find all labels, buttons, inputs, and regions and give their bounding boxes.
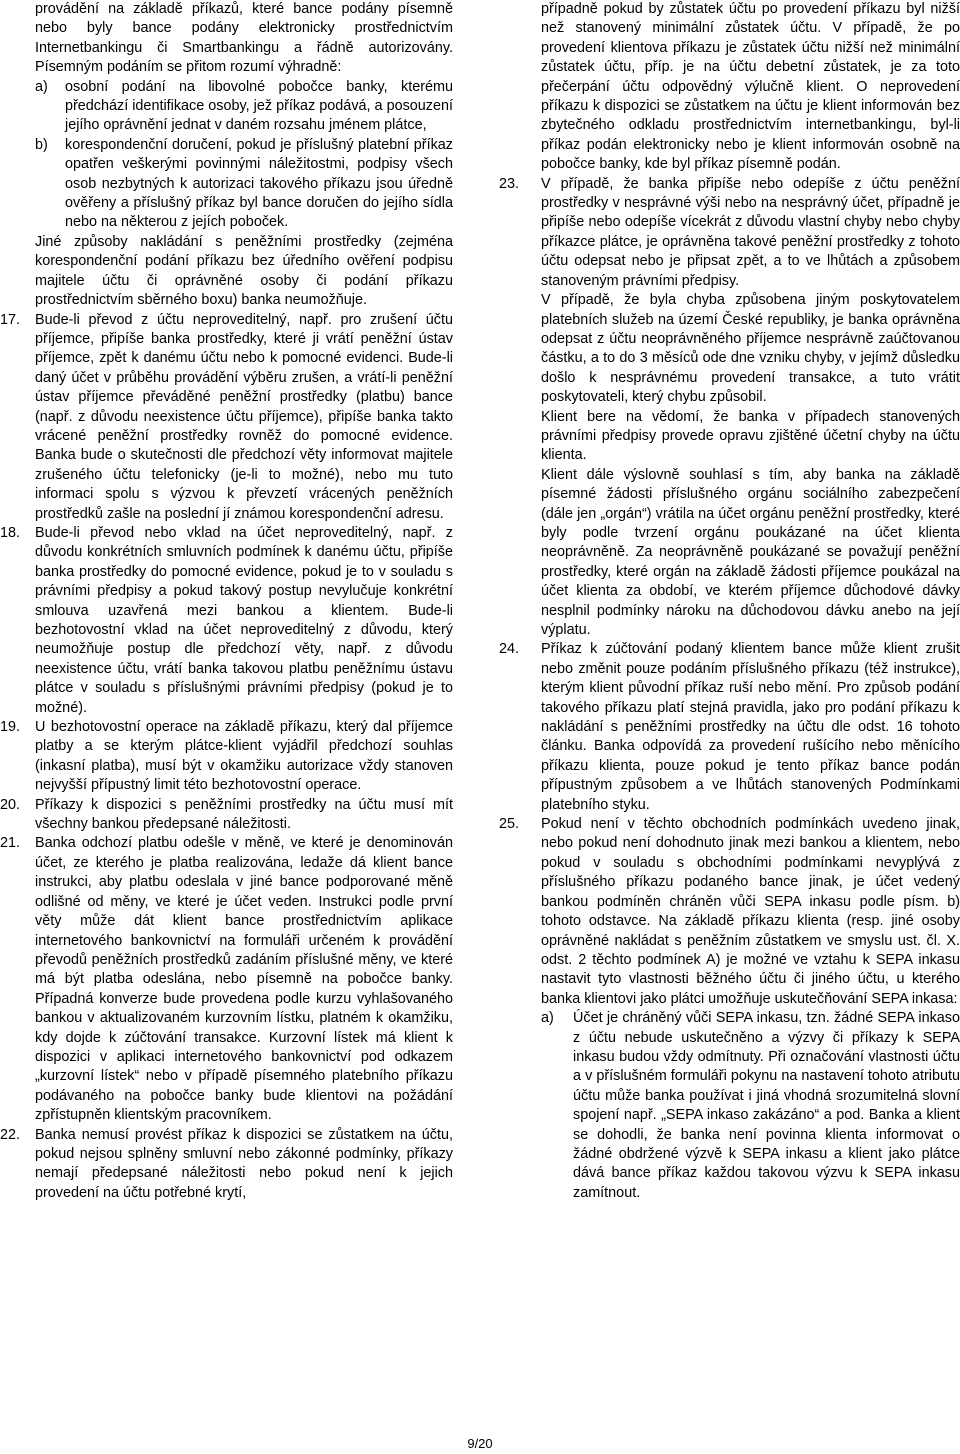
article-25-number: 25. <box>499 816 520 833</box>
article-25 <box>501 815 960 1009</box>
article-19-number: 19. <box>0 719 21 736</box>
article-21-number: 21. <box>0 835 21 852</box>
article-17-text: Bude-li převod z účtu neproveditelný, např. pro zrušení účtu příjemce, připíše banka prostředky, které ji vrátí peněžní ústav příjemce, zpět k danému účtu nebo k pomocné evidenci. Bude-li daný účet v průběhu provádění výběru zrušen, a vrátí-li peněžní ústav příjemce převáděné peněžní prostředky (platbu) bance (např. z důvodu neexistence účtu příjemce), připíše banka takto vrácené peněžní prostředky rovněž do pomocné evidence. Banka bude o skutečnosti dle předchozí věty informovat majitele zrušeného účtu telefonicky (je-li to možné), nebo mu tuto informaci spolu s výzvou k převzetí vrácených peněžních prostředků zašle na poslední jí známou korespondenční adresu. <box>35 311 453 522</box>
list-label-a: a) <box>35 78 48 95</box>
article-24-text: Příkaz k zúčtování podaný klientem bance může klient zrušit nebo změnit pouze podáním příslušného příkazu (též instrukce), kterým klient původní příkaz ruší nebo mění. Pro způsob podání takového příkazu platí stejná pravidla, jako pro podání příkazu k nakládání s peněžními prostředky na účtu dle odst. 16 tohoto článku. Banka odpovídá za provedení rušícího nebo měnícího příkazu klienta, pouze pokud je tento příkaz bance podán přípustným způsobem a ve lhůtách stanovených Podmínkami platebního styku. <box>541 641 960 813</box>
intro-paragraph: provádění na základě příkazů, které bance podány písemně nebo byly bance podány elektronicky prostřednictvím Internetbankingu či Smartbankingu a řádně autorizovány. Písemným podáním se přitom rozumí výhradně: <box>35 1 453 76</box>
article-25-text-a: Účet je chráněný vůči SEPA inkasu, tzn. žádné SEPA inkaso z účtu nebude uskutečněno a výzvy či příkazy k SEPA inkasu budou vždy odmítnuty. Při označování vlastnosti účtu a v příslušném formuláři pokynu na nastavení tohoto atributu účtu může banka používat i jiná vhodná srozumitelná slovní spojení např. „SEPA inkaso zakázáno“ a pod. Banka a klient se dohodli, že banka není povinna klienta informovat o žádné obdržené výzvě k SEPA inkasu a klient jako plátce dává bance příkaz každou takovou výzvu k SEPA inkasu zamítnout. <box>573 1010 960 1201</box>
article-18-text: Bude-li převod nebo vklad na účet neproveditelný, např. z důvodu konkrétních smluvních podmínek k danému účtu, připíše banka prostředky do pomocné evidence, pokud je to v souladu s právními předpisy a pokud takový postup nevylučuje konkrétní smlouva uzavřená mezi bankou a klientem. Bude-li bezhotovostní vklad na účet neproveditelný z důvodu, který neumožňuje postup dle předchozí věty, např. z důvodu neexistence účtu, vrátí banka takovou platbu peněžnímu ústavu plátce v souladu s příslušnými právními předpisy (pokud je to možné). <box>35 524 453 716</box>
article-23-paragraph-3: Klient bere na vědomí, že banka v případech stanovených právními předpisy provede opravu zjištěné účetní chyby na účtu klienta. <box>541 408 960 464</box>
list-item-a <box>35 78 453 136</box>
article-22-continuation: případně pokud by zůstatek účtu po provedení příkazu byl nižší než stanovený minimální zůstatek účtu. V případě, že po provedení klientova příkazu je zůstatek účtu nižší než minimální zůstatek účtu, příp. je na účtu debetní zůstatek, je za toto přečerpání účtu odpovědný výlučně klient. O neprovedení příkazu k dispozici se zůstatkem na účtu je klient informován bez zbytečného odkladu prostřednictvím internetbankingu, byl-li příkaz podán elektronicky nebo je klient informován osobně na pobočce banky, kde byl příkaz písemně podán. <box>541 1 960 173</box>
article-20-text: Příkazy k dispozici s peněžními prostředky na účtu musí mít všechny bankou předepsané náležitosti. <box>35 796 453 833</box>
left-column <box>0 0 453 1203</box>
list-text-a: osobní podání na libovolné pobočce banky, kterému předchází identifikace osoby, jež příkaz podává, a posouzení jejího oprávnění jednat v daném rozsahu jménem plátce, <box>65 78 453 134</box>
article-23-number: 23. <box>499 175 520 192</box>
right-column <box>501 0 960 1203</box>
article-24-number: 24. <box>499 641 520 658</box>
article-22-text: Banka nemusí provést příkaz k dispozici se zůstatkem na účtu, pokud nejsou splněny smluvní nebo zákonné podmínky, příkazy nemají předepsané náležitosti nebo pokud není k jejich provedení na účtu potřebné krytí, <box>35 1126 453 1201</box>
article-25-label-a: a) <box>541 1010 554 1027</box>
article-21-text: Banka odchozí platbu odešle v měně, ve které je denominován účet, ze kterého je platba realizována, ledaže dá klient bance instrukci, aby platbu odeslala v jiné bance podporované měně odlišné od měny, ve které je účet veden. Instrukci podle první věty může dát klient bance prostřednictvím aplikace internetového bankovnictví na formuláři určeném k provádění převodů peněžních prostředků zadáním příslušné měny, ve které má být platba odeslána, nebo písemně na pobočce banky. Případná konverze bude provedena podle kurzu vyhlašovaného bankou v aktualizovaném kurzovním lístku, platném k okamžiku, kdy dojde k zúčtování transakce. Kurzovní lístek má klient k dispozici v aplikaci internetového bankovnictví pod odkazem „kurzovní lístek“ nebo v případě písemného platebního příkazu podávaného na pobočce banky bude klientovi na požádání zpřístupněn klientským pracovníkem. <box>35 835 453 1124</box>
article-22-number: 22. <box>0 1126 21 1143</box>
page-number: 9/20 <box>467 1436 493 1451</box>
article-24 <box>501 640 960 815</box>
article-20-number: 20. <box>0 796 21 813</box>
article-17 <box>0 311 453 524</box>
article-25-item-a <box>541 1009 960 1203</box>
article-19-text: U bezhotovostní operace na základě příkazu, který dal příjemce platby a se kterým plátce-klient vyjádřil předchozí souhlas (inkasní platba), musí být v okamžiku autorizace vždy stanoven nejvyšší přípustný limit této bezhotovostní operace. <box>35 719 453 794</box>
article-25-text: Pokud není v těchto obchodních podmínkách uvedeno jinak, nebo pokud není dohodnuto jinak mezi bankou a klientem, nebo pokud v souladu s obchodními podmínkami nevyplývá z příslušného příkazu podaného bance jinak, je účet vedený bankou podmíněn chráněn vůči SEPA inkasu podle písm. b) tohoto odstavce. Na základě příkazu klienta (resp. jiné osoby oprávněné nakládat s peněžním zůstatkem ve smyslu ust. čl. X. odst. 2 těchto podmínek A) je možné ve vztahu k SEPA inkasu nastavit tyto vlastnosti běžného účtu či jiného účtu, u kterého banka klientovi jako plátci umožňuje uskutečňování SEPA inkasa: <box>541 816 960 1007</box>
article-17-number: 17. <box>0 311 21 328</box>
list-label-b: b) <box>35 136 48 153</box>
list-item-b <box>35 136 453 233</box>
article-18-number: 18. <box>0 524 21 541</box>
article-22 <box>0 1126 453 1204</box>
article-23-paragraph-1: V případě, že banka připíše nebo odepíše z účtu peněžní prostředky v nesprávné výši nebo na nesprávný účet, případně je připíše nebo odepíše vícekrát z důvodu vlastní chyby nebo chyby příkazce plátce, je oprávněna takové peněžní prostředky z tohoto účtu odepsat nebo je připsat zpět, a to ve lhůtách a způsobem stanoveným právními předpisy. <box>541 175 960 289</box>
article-19 <box>0 718 453 796</box>
list-text-b: korespondenční doručení, pokud je příslušný platební příkaz opatřen veškerými povinnými náležitostmi, podpisy všech osob nezbytných k autorizaci takového příkazu jsou úředně ověřeny a příslušný příkaz byl bance doručen do jejího sídla nebo na některou z jejích poboček. <box>65 136 453 231</box>
article-20 <box>0 796 453 835</box>
article-18 <box>0 524 453 718</box>
article-23-paragraph-4: Klient dále výslovně souhlasí s tím, aby banka na základě písemné žádosti příslušného orgánu sociálního zabezpečení (dále jen „orgán“) vrátila na účet orgánu peněžní prostředky, které byly podle tvrzení orgánu poukázané na účet klienta neoprávněně. Za neoprávněně poukázané se považují peněžní prostředky, které orgán na základě žádosti příjemce poukázal na účet klienta za období, ve kterém příjemce důchodové dávky nesplnil podmínky nároku na důchodovou dávku anebo na její výplatu. <box>541 466 960 638</box>
article-23 <box>501 175 960 641</box>
article-21 <box>0 834 453 1125</box>
other-methods-paragraph: Jiné způsoby nakládání s peněžními prostředky (zejména korespondenční podání příkazu bez úředního ověření podpisu majitele účtu či oprávněné osoby či podání příkazu prostřednictvím sběrného boxu) banka neumožňuje. <box>35 233 453 309</box>
article-23-paragraph-2: V případě, že byla chyba způsobena jiným poskytovatelem platebních služeb na území České republiky, je banka oprávněna odepsat z účtu neoprávněného příjemce nesprávně zaúčtovanou částku, a to do 3 měsíců ode dne vzniku chyby, v jejímž důsledku došlo k nesprávnému provedení transakce, a tuto vrátit poskytovateli, který chybu způsobil. <box>541 292 960 406</box>
